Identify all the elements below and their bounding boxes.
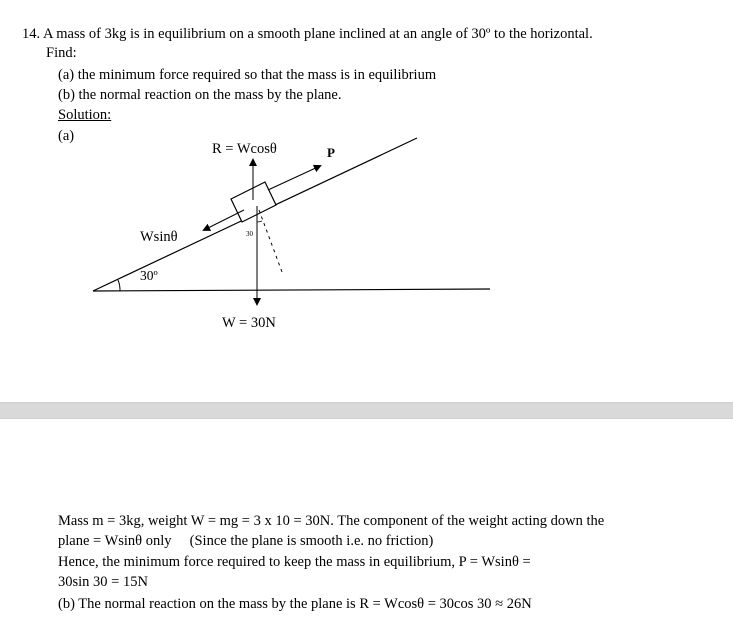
small-angle-arc [257, 221, 262, 222]
wsin-arrow [204, 210, 244, 230]
question-line: 14. A mass of 3kg is in equilibrium on a smooth plane inclined at an angle of 30º to the horizontal. [22, 26, 593, 42]
page-separator [0, 402, 733, 419]
answer-line: 30sin 30 = 15N [58, 574, 148, 590]
solution-heading: Solution: [58, 107, 112, 123]
p-label: P [327, 145, 335, 160]
answer-line: Mass m = 3kg, weight W = mg = 3 x 10 = 30N. The component of the weight acting down the [58, 513, 605, 529]
wsin-label: Wsinθ [140, 229, 178, 245]
dashed-line [259, 210, 282, 272]
part-a-text: (a) the minimum force required so that the mass is in equilibrium [58, 67, 437, 83]
small-angle-label: 30 [246, 230, 253, 238]
angle-arc [118, 280, 120, 291]
find-label: Find: [46, 45, 77, 61]
ground-line [93, 289, 490, 291]
part-b-text: (b) the normal reaction on the mass by the plane. [58, 87, 342, 103]
p-arrow [268, 166, 320, 190]
answer-line: plane = Wsinθ only (Since the plane is smooth i.e. no friction) [58, 533, 434, 549]
normal-label: R = Wcosθ [212, 141, 277, 157]
answer-line: (b) The normal reaction on the mass by the plane is R = Wcosθ = 30cos 30 ≈ 26N [58, 596, 532, 612]
angle-label: 30º [140, 268, 158, 283]
weight-label: W = 30N [222, 315, 276, 331]
part-a-label: (a) [58, 128, 75, 144]
answer-line: Hence, the minimum force required to keep the mass in equilibrium, P = Wsinθ = [58, 554, 531, 570]
